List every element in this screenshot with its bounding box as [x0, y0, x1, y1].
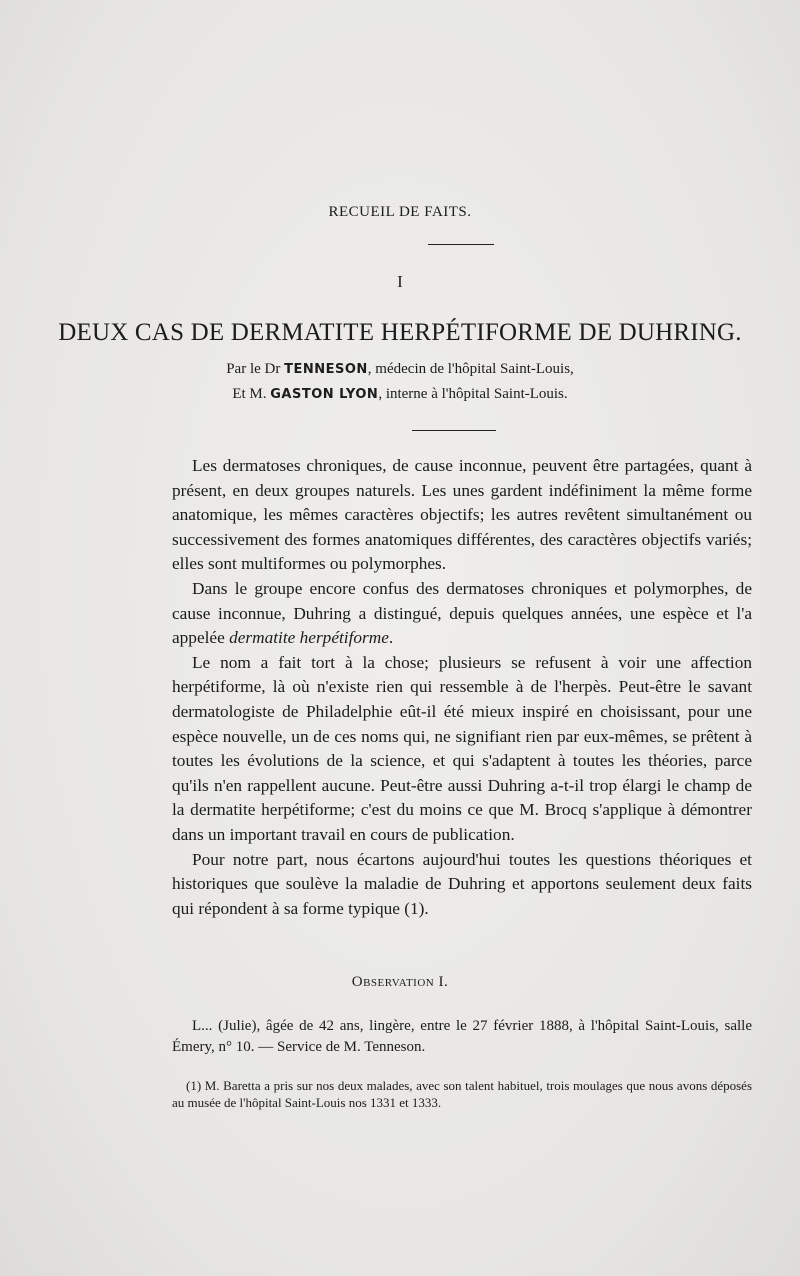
paragraph-4: Pour notre part, nous écartons aujourd'hui toutes les questions théoriques et historiques que soulève la maladie de Duhring et apportons seulement deux faits qui répondent à sa forme typique (1). [172, 849, 752, 918]
section-rule [428, 244, 494, 245]
paragraph-2-end: . [388, 628, 394, 648]
author-1-prefix: Par le Dr [226, 361, 281, 377]
paragraph-1: Les dermatoses chroniques, de cause inconnue, peuvent être partagées, quant à présent, en deux groupes naturels. Les unes gardent indéfiniment la même forme anatomique, les mêmes caractères objectifs; les autres revêtent simultanément ou successivement des formes anatomiques différentes, des caractères objectifs variés; elles sont multiformes ou polymorphes. [172, 456, 752, 574]
author-2-name: GASTON LYON [270, 387, 379, 402]
author-1-name: TENNESON [284, 362, 368, 377]
observation-text: L... (Julie), âgée de 42 ans, lingère, entre le 27 février 1888, à l'hôpital Saint-Louis, salle Émery, n° 10. — Service de M. Tenneson. [172, 1018, 752, 1055]
paragraph-2 [172, 577, 752, 651]
article-body [172, 454, 752, 921]
author-line-2 [0, 386, 800, 403]
article-title: DEUX CAS DE DERMATITE HERPÉTIFORME DE DUHRING. [58, 319, 742, 346]
author-2-role: , interne à l'hôpital Saint-Louis. [378, 386, 568, 402]
disease-name-italic: dermatite herpétiforme [229, 628, 389, 648]
author-2-prefix: Et M. [232, 386, 267, 402]
article-number: I [397, 272, 403, 291]
running-head: RECUEIL DE FAITS. [328, 204, 472, 220]
paragraph-2-text: Dans le groupe encore confus des dermatoses chroniques et polymorphes, de cause inconnue, Duhring a distingué, depuis quelques années, une espèce et l'a appelée [172, 578, 752, 648]
paragraph-3: Le nom a fait tort à la chose; plusieurs se refusent à voir une affection herpétiforme, là où n'existe rien qui ressemble à de l'herpès. Peut-être le savant dermatologiste de Philadelphie eût-il été mieux inspiré en choisissant, pour une espèce nouvelle, un de ces noms qui, ne signifiant rien par eux-mêmes, se prêtent à toutes les évolutions de la science, et qui s'adaptent à toutes les théories, parce qu'ils n'en rappellent aucune. Peut-être aussi Duhring a-t-il trop élargi le champ de la dermatite herpétiforme; c'est du moins ce que M. Brocq s'applique à démontrer dans un important travail en cours de publication. [172, 652, 752, 844]
title-rule [412, 430, 496, 431]
observation-heading: Observation I. [351, 974, 449, 990]
footnote: (1) M. Baretta a pris sur nos deux malades, avec son talent habituel, trois moulages que nous avons déposés au musée de l'hôpital Saint-Louis nos 1331 et 1333. [172, 1078, 752, 1110]
author-1-role: , médecin de l'hôpital Saint-Louis, [367, 361, 574, 377]
author-line-1 [0, 361, 800, 378]
